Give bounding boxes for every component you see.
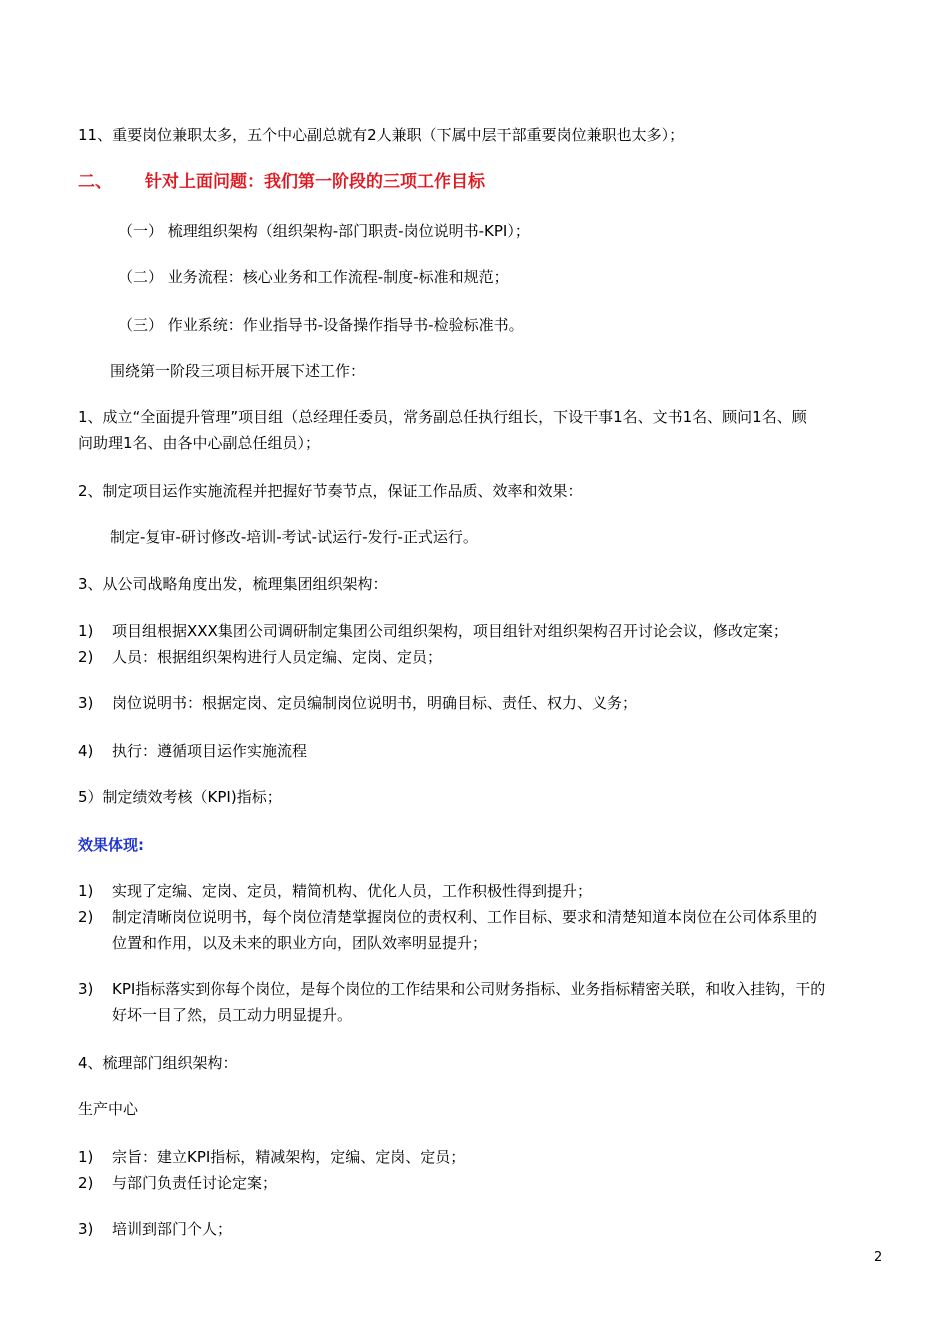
effect-marker-2: 2) xyxy=(78,908,94,926)
around-intro: 围绕第一阶段三项目标开展下述工作： xyxy=(110,362,366,380)
effect-item-1 xyxy=(78,880,592,902)
page-number: 2 xyxy=(874,1250,883,1265)
sub-item-5: 5）制定绩效考核（KPI)指标； xyxy=(78,788,282,806)
goal-3: （三） 作业系统：作业指导书-设备操作指导书-检验标准书。 xyxy=(118,316,524,334)
item-11: 11、重要岗位兼职太多，五个中心副总就有2人兼职（下属中层干部重要岗位兼职也太多）； xyxy=(78,126,685,144)
dept-marker-1: 1) xyxy=(78,1148,94,1166)
sub-item-3-text: 岗位说明书：根据定岗、定员编制岗位说明书，明确目标、责任、权力、义务； xyxy=(112,694,638,712)
effect-item-2-text: 制定清晰岗位说明书，每个岗位清楚掌握岗位的责权利、工作目标、要求和清楚知道本岗位在公司体系里的 xyxy=(112,908,818,926)
sub-item-1 xyxy=(78,620,788,642)
para-4: 4、梳理部门组织架构： xyxy=(78,1054,238,1072)
effect-item-3-cont: 好坏一目了然，员工动力明显提升。 xyxy=(112,1006,353,1024)
heading-2-text: 针对上面问题：我们第一阶段的三项工作目标 xyxy=(145,172,485,192)
effect-marker-1: 1) xyxy=(78,882,94,900)
goal-2: （二） 业务流程：核心业务和工作流程-制度-标准和规范； xyxy=(118,268,509,286)
para-2-sub: 制定-复审-研讨修改-培训-考试-试运行-发行-正式运行。 xyxy=(110,528,478,546)
marker-1: 1) xyxy=(78,622,94,640)
sub-item-2-text: 人员：根据组织架构进行人员定编、定岗、定员； xyxy=(112,648,443,666)
marker-4: 4) xyxy=(78,742,94,760)
dept-item-3 xyxy=(78,1218,232,1240)
para-1-line-1: 1、成立“全面提升管理”项目组（总经理任委员，常务副总任执行组长，下设干事1名、文书1名、顾问1名、顾 xyxy=(78,408,807,426)
heading-2-number: 二、 xyxy=(78,172,112,192)
sub-item-4-text: 执行：遵循项目运作实施流程 xyxy=(112,742,308,760)
para-2: 2、制定项目运作实施流程并把握好节奏节点，保证工作品质、效率和效果： xyxy=(78,482,583,500)
sub-item-2 xyxy=(78,646,442,668)
effect-item-3-text: KPI指标落实到你每个岗位，是每个岗位的工作结果和公司财务指标、业务指标精密关联，和收入挂钩，干的 xyxy=(112,980,826,998)
effect-item-2 xyxy=(78,906,817,928)
sub-item-3 xyxy=(78,692,637,714)
marker-2: 2) xyxy=(78,648,94,666)
dept-item-1-text: 宗旨：建立KPI指标，精减架构，定编、定岗、定员； xyxy=(112,1148,466,1166)
effect-item-3 xyxy=(78,978,825,1000)
dept-item-3-text: 培训到部门个人； xyxy=(112,1220,233,1238)
production-center: 生产中心 xyxy=(78,1100,139,1118)
effect-item-2-cont: 位置和作用，以及未来的职业方向，团队效率明显提升； xyxy=(112,934,488,952)
dept-marker-3: 3) xyxy=(78,1220,94,1238)
marker-3: 3) xyxy=(78,694,94,712)
effect-marker-3: 3) xyxy=(78,980,94,998)
effect-heading: 效果体现: xyxy=(78,836,144,854)
sub-item-1-text: 项目组根据XXX集团公司调研制定集团公司组织架构，项目组针对组织架构召开讨论会议，修改定案； xyxy=(112,622,788,640)
dept-item-2-text: 与部门负责任讨论定案； xyxy=(112,1174,278,1192)
dept-item-1 xyxy=(78,1146,465,1168)
dept-item-2 xyxy=(78,1172,277,1194)
para-1-line-2: 问助理1名、由各中心副总任组员）； xyxy=(78,434,321,452)
effect-item-1-text: 实现了定编、定岗、定员，精简机构、优化人员，工作积极性得到提升； xyxy=(112,882,593,900)
sub-item-4 xyxy=(78,740,307,762)
dept-marker-2: 2) xyxy=(78,1174,94,1192)
goal-1: （一） 梳理组织架构（组织架构-部门职责-岗位说明书-KPI）； xyxy=(118,222,530,240)
para-3: 3、从公司战略角度出发，梳理集团组织架构： xyxy=(78,575,388,593)
